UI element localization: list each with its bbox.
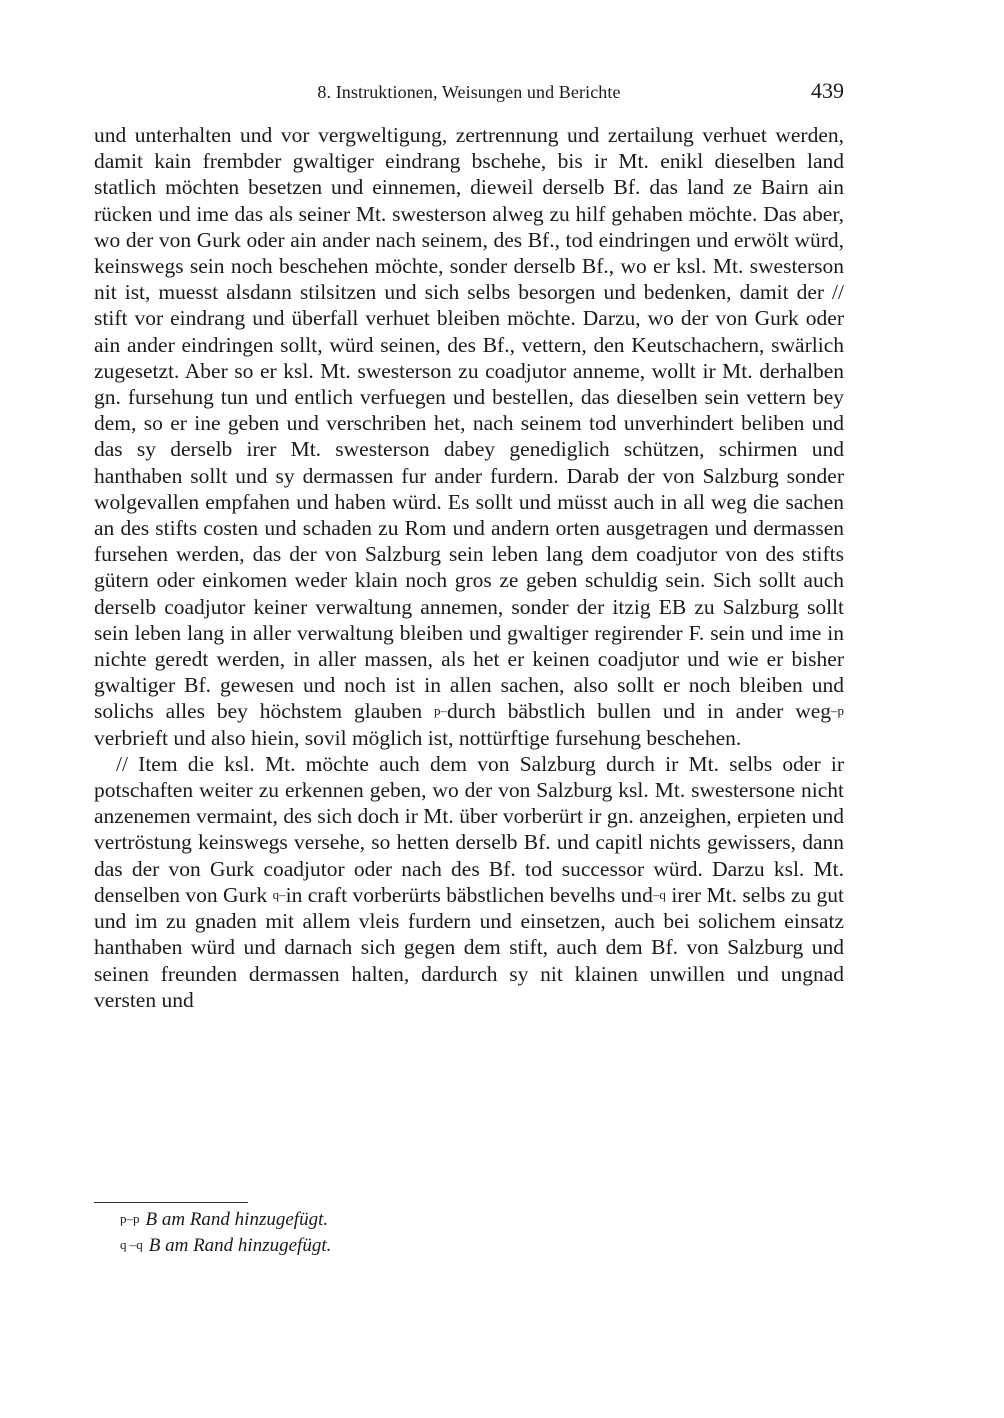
paragraph-2-text-c: irer Mt. selbs zu gut und im zu gnaden mit allem vleis furdern und einsetzen, auch bei solichem einsatz hanthaben würd und darnach sich gegen dem stift, auch dem Bf. von Salzburg und seinen freunden dermassen halten, dardurch sy nit klainen unwillen und ungnad versten und bbox=[94, 882, 844, 1012]
main-text bbox=[94, 122, 844, 1013]
paragraph-2 bbox=[94, 751, 844, 1013]
footnotes bbox=[120, 1206, 820, 1258]
note-mark-q-open: q– bbox=[272, 886, 286, 902]
footnote-q-text: B am Rand hinzugefügt. bbox=[148, 1235, 332, 1256]
note-mark-p-close: –p bbox=[831, 703, 845, 719]
paragraph-1-text-a: und unterhalten und vor vergweltigung, zertrennung und zertailung verhuet werden, damit kain frembder gwaltiger eindrang bschehe, bis ir Mt. enikl dieselben land statlich möchten besetzen und einnemen, dieweil derselb Bf. das land ze Bairn ain rücken und ime das als seiner Mt. swesterson alweg zu hilf gehaben möchte. Das aber, wo der von Gurk oder ain ander nach seinem, des Bf., tod eindringen und erwölt würd, keinswegs sein noch beschehen möchte, sonder derselb Bf., wo er ksl. Mt. swesterson nit ist, muesst alsdann stilsitzen und sich selbs besorgen und bedenken, damit der // stift vor eindrang und überfall verhuet bleiben möchte. Darzu, wo der von Gurk oder ain ander eindringen sollt, würd seinen, des Bf., vettern, den Keutschachern, swärlich zugesetzt. Aber so er ksl. Mt. swesterson zu coadjutor anneme, wollt ir Mt. derhalben gn. fursehung tun und entlich verfuegen und bestellen, das dieselben sein vettern bey dem, so er ine geben und verschriben het, nach seinem tod unverhindert beliben und das sy derselb irer Mt. swesterson dabey genediglich schützen, schirmen und hanthaben sollt und sy dermassen fur ander furdern. Darab der von Salzburg sonder wolgevallen empfahen und haben würd. Es sollt und müsst auch in all weg die sachen an des stifts costen und schaden zu Rom und andern orten ausgetragen und dermassen fursehen werden, das der von Salzburg sein leben lang dem coadjutor von des stifts gütern oder einkomen weder klain noch gros ze geben schuldig sein. Sich sollt auch derselb coadjutor keiner verwaltung annemen, sonder der itzig EB zu Salzburg sollt sein leben lang in aller verwaltung bleiben und gwaltiger regirender F. sein und ime in nichte geredt werden, in aller massen, als het er keinen coadjutor und wie er bisher gwaltiger Bf. gewesen und noch ist in allen sachen, also sollt er noch bleiben und solichs alles bey höchstem glauben bbox=[94, 123, 844, 724]
footnote-p bbox=[120, 1206, 820, 1232]
paragraph-1 bbox=[94, 122, 844, 751]
paragraph-1-text-c: verbrieft und also hiein, sovil möglich ist, nottürftige fursehung beschehen. bbox=[94, 725, 742, 750]
page-number: 439 bbox=[811, 78, 844, 103]
footnote-p-mark: p–p bbox=[120, 1211, 140, 1226]
footnote-separator bbox=[94, 1202, 248, 1203]
running-header-title: 8. Instruktionen, Weisungen und Berichte bbox=[317, 82, 621, 102]
paragraph-2-text-a: // Item die ksl. Mt. möchte auch dem von Salzburg durch ir Mt. selbs oder ir potschaften weiter zu erkennen geben, wo der von Salzburg ksl. Mt. swestersone nicht anzenemen vermaint, des sich doch ir Mt. über vorberürt ir gn. anzeighen, erpieten und vertröstung keinswegs versehe, so hetten derselb Bf. und capitl nichts gewissers, dann das der von Gurk coadjutor oder nach des Bf. tod successor würd. Darzu ksl. Mt. denselben von Gurk bbox=[94, 751, 844, 907]
footnote-q bbox=[120, 1232, 820, 1258]
footnote-p-text: B am Rand hinzugefügt. bbox=[145, 1209, 329, 1230]
note-mark-q-close: –q bbox=[652, 886, 666, 902]
paragraph-2-text-b: in craft vorberürts bäbstlichen bevelhs und bbox=[285, 882, 653, 907]
footnote-q-mark: q –q bbox=[120, 1237, 143, 1252]
running-header bbox=[94, 80, 844, 108]
paragraph-1-text-b: durch bäbstlich bullen und in ander weg bbox=[446, 699, 832, 724]
note-mark-p-open: p– bbox=[433, 703, 447, 719]
